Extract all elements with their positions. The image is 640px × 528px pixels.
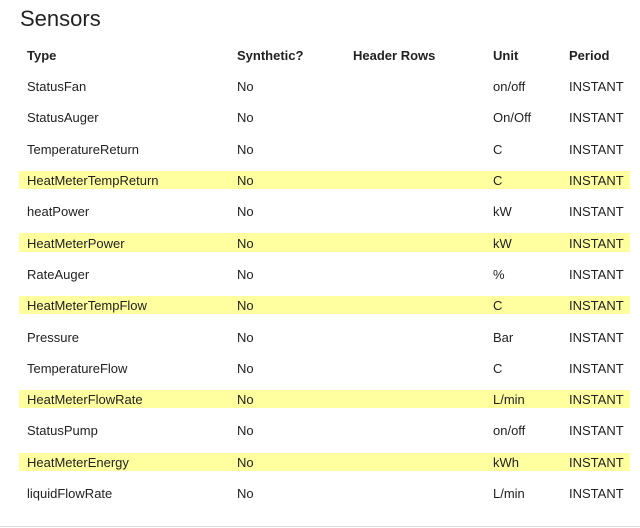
cell-unit: Bar	[493, 329, 514, 345]
cell-header-rows	[345, 165, 485, 196]
column-header-synthetic: Synthetic?	[237, 48, 304, 63]
cell-unit: on/off	[493, 79, 526, 95]
cell-header-rows	[345, 102, 485, 133]
cell-header-rows	[345, 353, 485, 384]
column-header-header-rows: Header Rows	[353, 48, 436, 63]
cell-type: TemperatureReturn	[27, 141, 139, 157]
cell-period: INSTANT	[561, 447, 630, 478]
table-row	[19, 447, 630, 478]
table-row	[19, 384, 630, 415]
cell-header-rows	[345, 321, 485, 352]
cell-period: INSTANT	[569, 204, 624, 220]
cell-header-rows	[345, 478, 485, 509]
cell-type: RateAuger	[27, 266, 90, 282]
cell-period: INSTANT	[561, 384, 630, 415]
cell-type: liquidFlowRate	[27, 486, 113, 501]
cell-period: INSTANT	[561, 165, 630, 196]
cell-header-rows	[345, 71, 485, 102]
column-header-type: Type	[27, 48, 57, 63]
cell-type: HeatMeterEnergy	[19, 447, 229, 478]
cell-header-rows	[345, 259, 485, 290]
cell-type: StatusFan	[27, 79, 87, 95]
cell-unit: on/off	[493, 423, 526, 439]
table-row	[19, 321, 630, 352]
cell-header-rows	[345, 447, 485, 478]
cell-type: HeatMeterFlowRate	[19, 384, 229, 415]
table-row	[19, 353, 630, 384]
cell-type: HeatMeterTempReturn	[19, 165, 229, 196]
cell-synthetic: No	[229, 290, 345, 321]
cell-header-rows	[345, 415, 485, 446]
table-row	[19, 259, 630, 290]
cell-period: INSTANT	[561, 290, 630, 321]
table-row	[19, 102, 630, 133]
cell-unit: %	[493, 266, 505, 282]
page-title: Sensors	[20, 6, 101, 31]
cell-synthetic: No	[237, 423, 254, 439]
cell-unit: C	[485, 290, 561, 321]
cell-unit: On/Off	[493, 110, 532, 126]
cell-period: INSTANT	[569, 266, 624, 282]
table-row	[19, 196, 630, 227]
cell-period: INSTANT	[569, 486, 624, 501]
cell-unit: kW	[485, 227, 561, 258]
cell-type: TemperatureFlow	[27, 360, 128, 376]
cell-synthetic: No	[237, 486, 254, 501]
cell-type: HeatMeterTempFlow	[19, 290, 229, 321]
column-header-unit: Unit	[493, 48, 519, 63]
cell-unit: L/min	[485, 384, 561, 415]
cell-unit: kW	[493, 204, 512, 220]
cell-header-rows	[345, 134, 485, 165]
table-row	[19, 478, 630, 509]
cell-header-rows	[345, 196, 485, 227]
table-row	[19, 415, 630, 446]
cell-period: INSTANT	[569, 329, 624, 345]
table-header-row	[19, 40, 630, 71]
cell-synthetic: No	[237, 204, 254, 220]
table-row	[19, 290, 630, 321]
cell-unit: C	[493, 141, 503, 157]
cell-synthetic: No	[229, 447, 345, 478]
cell-header-rows	[345, 227, 485, 258]
cell-type: StatusAuger	[27, 110, 99, 126]
cell-type: heatPower	[27, 204, 90, 220]
cell-unit: L/min	[493, 486, 525, 501]
table-row	[19, 134, 630, 165]
cell-period: INSTANT	[569, 141, 624, 157]
cell-unit: kWh	[485, 447, 561, 478]
sensors-table	[19, 40, 630, 509]
table-row	[19, 165, 630, 196]
cell-period: INSTANT	[569, 360, 624, 376]
cell-header-rows	[345, 290, 485, 321]
cell-synthetic: No	[229, 165, 345, 196]
cell-type: HeatMeterPower	[19, 227, 229, 258]
cell-type: StatusPump	[27, 423, 98, 439]
cell-synthetic: No	[237, 79, 254, 95]
cell-unit: C	[485, 165, 561, 196]
table-body	[19, 71, 630, 509]
cell-synthetic: No	[237, 329, 254, 345]
cell-period: INSTANT	[569, 423, 624, 439]
cell-synthetic: No	[237, 110, 254, 126]
cell-unit: C	[493, 360, 503, 376]
cell-period: INSTANT	[569, 110, 624, 126]
cell-type: Pressure	[27, 329, 80, 345]
cell-synthetic: No	[237, 360, 254, 376]
table-row	[19, 227, 630, 258]
cell-synthetic: No	[229, 227, 345, 258]
divider	[0, 526, 640, 527]
cell-period: INSTANT	[561, 227, 630, 258]
cell-synthetic: No	[237, 266, 254, 282]
cell-header-rows	[345, 384, 485, 415]
cell-synthetic: No	[237, 141, 254, 157]
cell-synthetic: No	[229, 384, 345, 415]
column-header-period: Period	[569, 48, 610, 63]
table-row	[19, 71, 630, 102]
cell-period: INSTANT	[569, 79, 624, 95]
